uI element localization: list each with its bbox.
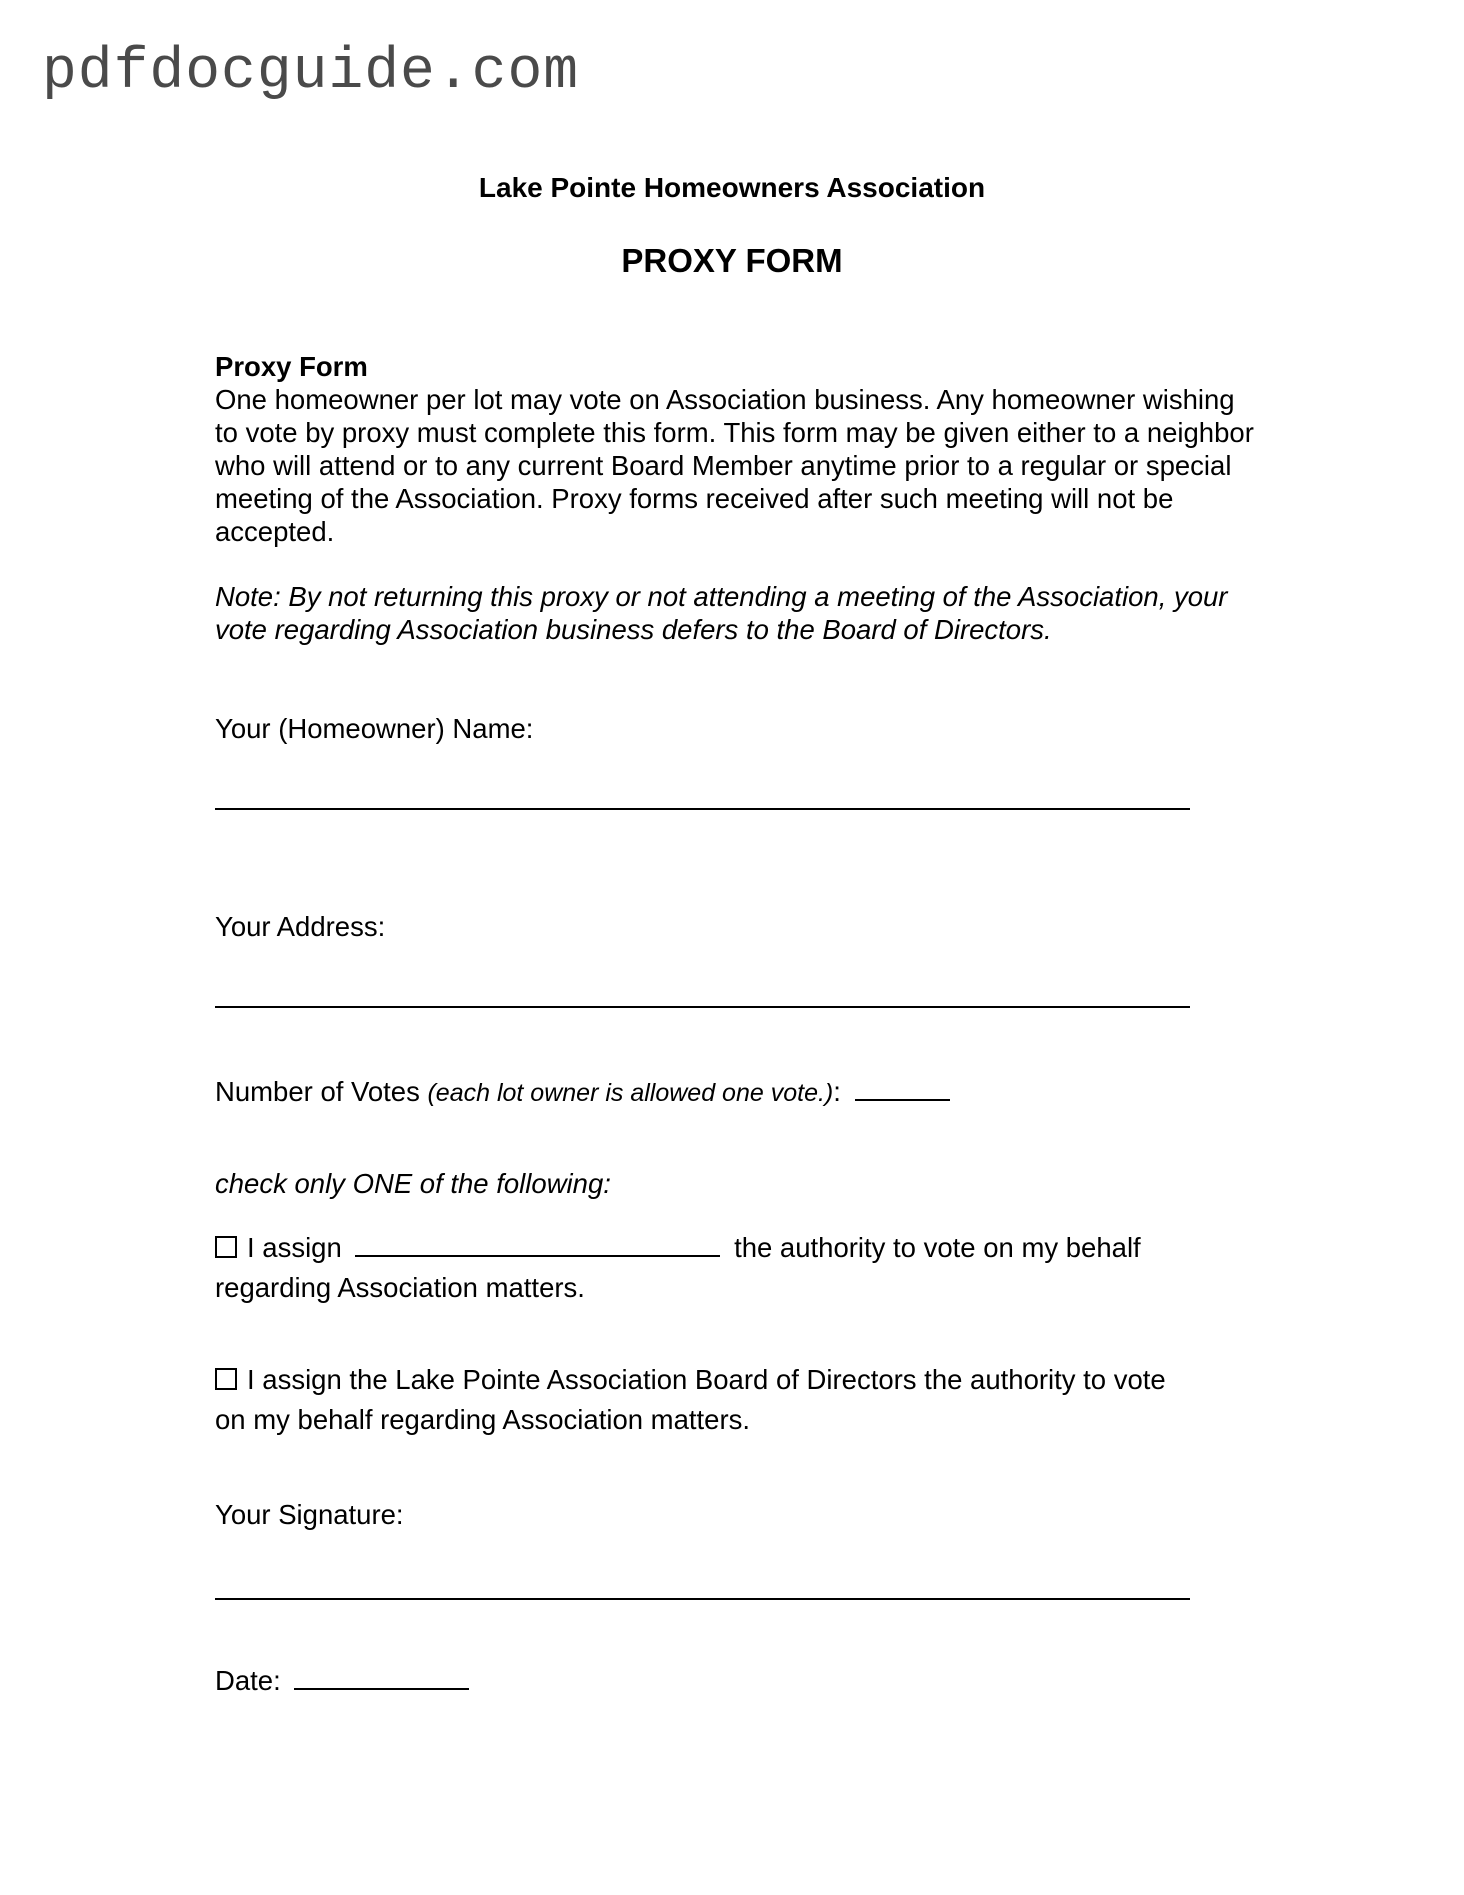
intro-section [215,350,1255,548]
proxy-name-field[interactable] [355,1233,720,1257]
option-assign-person [215,1228,1255,1308]
option-assign-board [215,1360,1255,1440]
option2-line2: on my behalf regarding Association matters. [215,1404,751,1435]
votes-colon: : [833,1076,841,1107]
votes-label: Number of Votes [215,1076,420,1107]
note-paragraph: Note: By not returning this proxy or not attending a meeting of the Association, your vote regarding Association business defers to the Board of Directors. [215,581,1228,645]
organization-title: Lake Pointe Homeowners Association [478,172,986,203]
votes-hint: (each lot owner is allowed one vote.) [427,1079,834,1107]
votes-row [215,1075,1255,1110]
date-row [215,1664,1255,1697]
address-field[interactable] [215,1006,1190,1008]
date-label: Date: [215,1665,281,1696]
checkbox-assign-person[interactable] [215,1236,237,1258]
page-title: PROXY FORM [621,242,843,279]
date-field[interactable] [294,1666,469,1690]
intro-paragraph: One homeowner per lot may vote on Association business. Any homeowner wishing to vote by proxy must complete this form. This form may be given either to a neighbor who will attend or to any current Board Member anytime prior to a regular or special meeting of the Association. Proxy forms received after such meeting will not be accepted. [215,384,1254,547]
votes-field[interactable] [855,1077,950,1101]
option1-line2: regarding Association matters. [215,1272,585,1303]
checkbox-assign-board[interactable] [215,1368,237,1390]
section-heading: Proxy Form [215,351,368,382]
signature-field[interactable] [215,1598,1190,1600]
option1-suffix: the authority to vote on my behalf [734,1232,1141,1263]
option2-line1: I assign the Lake Pointe Association Board of Directors the authority to vote [247,1364,1166,1395]
options-instruction: check only ONE of the following: [215,1168,611,1199]
address-label: Your Address: [215,911,386,942]
watermark-logo: pdfdocguide.com [42,40,580,105]
option1-prefix: I assign [247,1232,342,1263]
name-field[interactable] [215,808,1190,810]
name-label: Your (Homeowner) Name: [215,713,534,744]
signature-label: Your Signature: [215,1499,404,1530]
